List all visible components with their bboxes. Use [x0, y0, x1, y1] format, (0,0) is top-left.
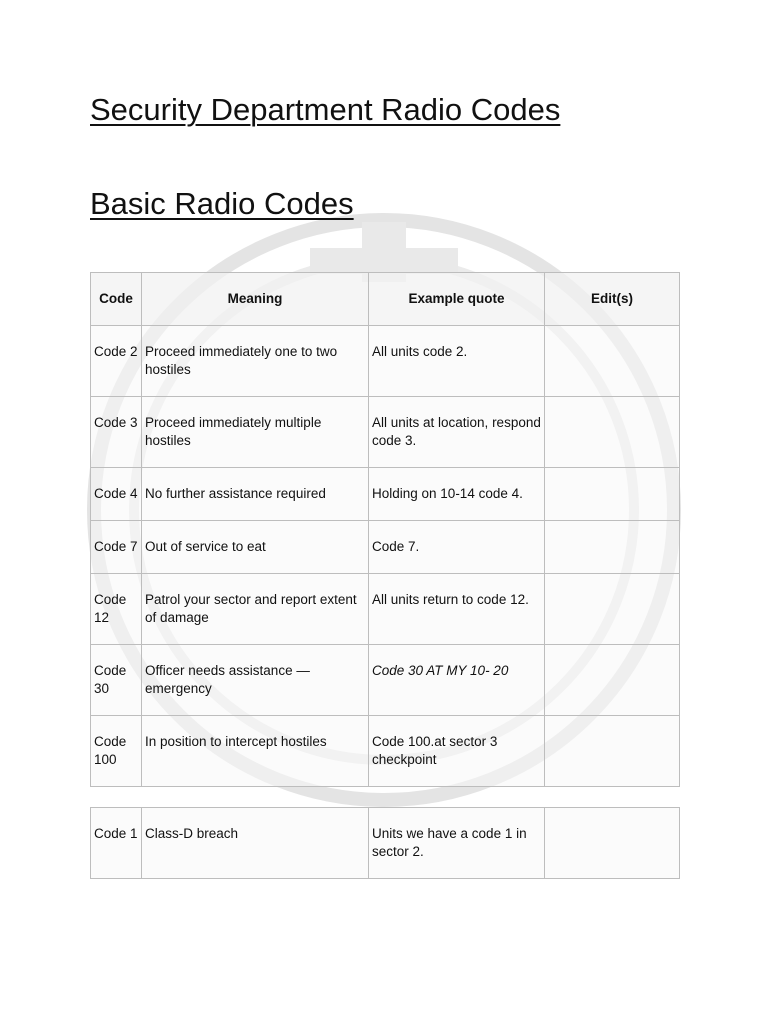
code-text: Code 100	[94, 734, 127, 767]
code-cell	[91, 521, 142, 574]
quote-cell	[369, 468, 545, 521]
edits-cell	[545, 574, 680, 645]
quote-cell	[369, 574, 545, 645]
edits-cell	[545, 468, 680, 521]
meaning-cell	[142, 808, 369, 879]
code-cell	[91, 808, 142, 879]
column-header-edits: Edit(s)	[545, 273, 680, 326]
meaning-text: Patrol your sector and report extent of damage	[145, 592, 357, 625]
code-text: Code 3	[94, 415, 138, 430]
table-row	[91, 397, 680, 468]
meaning-text: Class-D breach	[145, 826, 239, 841]
edits-text	[548, 521, 676, 538]
table-row	[91, 716, 680, 787]
column-header-code: Code	[91, 273, 142, 326]
code-text: Code 4	[94, 486, 138, 501]
code-cell	[91, 326, 142, 397]
table-row	[91, 521, 680, 574]
column-header-meaning: Meaning	[142, 273, 369, 326]
quote-text: Holding on 10-14 code 4.	[372, 486, 523, 501]
code-cell	[91, 716, 142, 787]
quote-text: Code 100.at sector 3 checkpoint	[372, 734, 498, 767]
meaning-text: Out of service to eat	[145, 539, 266, 554]
meaning-cell	[142, 645, 369, 716]
code-cell	[91, 397, 142, 468]
table-row	[91, 468, 680, 521]
code-text: Code 1	[94, 826, 138, 841]
edits-text	[548, 808, 676, 825]
quote-cell	[369, 716, 545, 787]
quote-cell	[369, 645, 545, 716]
meaning-text: No further assistance required	[145, 486, 326, 501]
meaning-text: Officer needs assistance — emergency	[145, 663, 310, 696]
table-header-row	[91, 273, 680, 326]
additional-codes-table	[90, 807, 680, 879]
edits-cell	[545, 645, 680, 716]
edits-text	[548, 645, 676, 662]
quote-text: Code 7.	[372, 539, 420, 554]
quote-cell	[369, 397, 545, 468]
meaning-text: Proceed immediately multiple hostiles	[145, 415, 322, 448]
meaning-cell	[142, 468, 369, 521]
page-title: Security Department Radio Codes	[90, 92, 561, 127]
quote-cell	[369, 808, 545, 879]
edits-text	[548, 326, 676, 343]
quote-text: All units return to code 12.	[372, 592, 529, 607]
code-text: Code 2	[94, 344, 138, 359]
edits-cell	[545, 716, 680, 787]
meaning-text: Proceed immediately one to two hostiles	[145, 344, 338, 377]
column-header-example-quote: Example quote	[369, 273, 545, 326]
meaning-text: In position to intercept hostiles	[145, 734, 327, 749]
quote-text: Code 30 AT MY 10- 20	[372, 663, 509, 678]
edits-text	[548, 574, 676, 591]
radio-codes-table	[90, 272, 680, 787]
table-row	[91, 574, 680, 645]
edits-cell	[545, 326, 680, 397]
section-heading: Basic Radio Codes	[90, 186, 354, 221]
edits-cell	[545, 808, 680, 879]
edits-text	[548, 468, 676, 485]
edits-text	[548, 716, 676, 733]
table-row	[91, 645, 680, 716]
edits-cell	[545, 397, 680, 468]
meaning-cell	[142, 521, 369, 574]
table-row	[91, 326, 680, 397]
table-row	[91, 808, 680, 879]
edits-text	[548, 397, 676, 414]
meaning-cell	[142, 716, 369, 787]
quote-text: Units we have a code 1 in sector 2.	[372, 826, 527, 859]
code-text: Code 7	[94, 539, 138, 554]
quote-text: All units code 2.	[372, 344, 468, 359]
quote-cell	[369, 521, 545, 574]
code-cell	[91, 645, 142, 716]
edits-cell	[545, 521, 680, 574]
code-text: Code 12	[94, 592, 127, 625]
meaning-cell	[142, 397, 369, 468]
code-text: Code 30	[94, 663, 127, 696]
quote-cell	[369, 326, 545, 397]
meaning-cell	[142, 326, 369, 397]
meaning-cell	[142, 574, 369, 645]
code-cell	[91, 468, 142, 521]
code-cell	[91, 574, 142, 645]
quote-text: All units at location, respond code 3.	[372, 415, 541, 448]
